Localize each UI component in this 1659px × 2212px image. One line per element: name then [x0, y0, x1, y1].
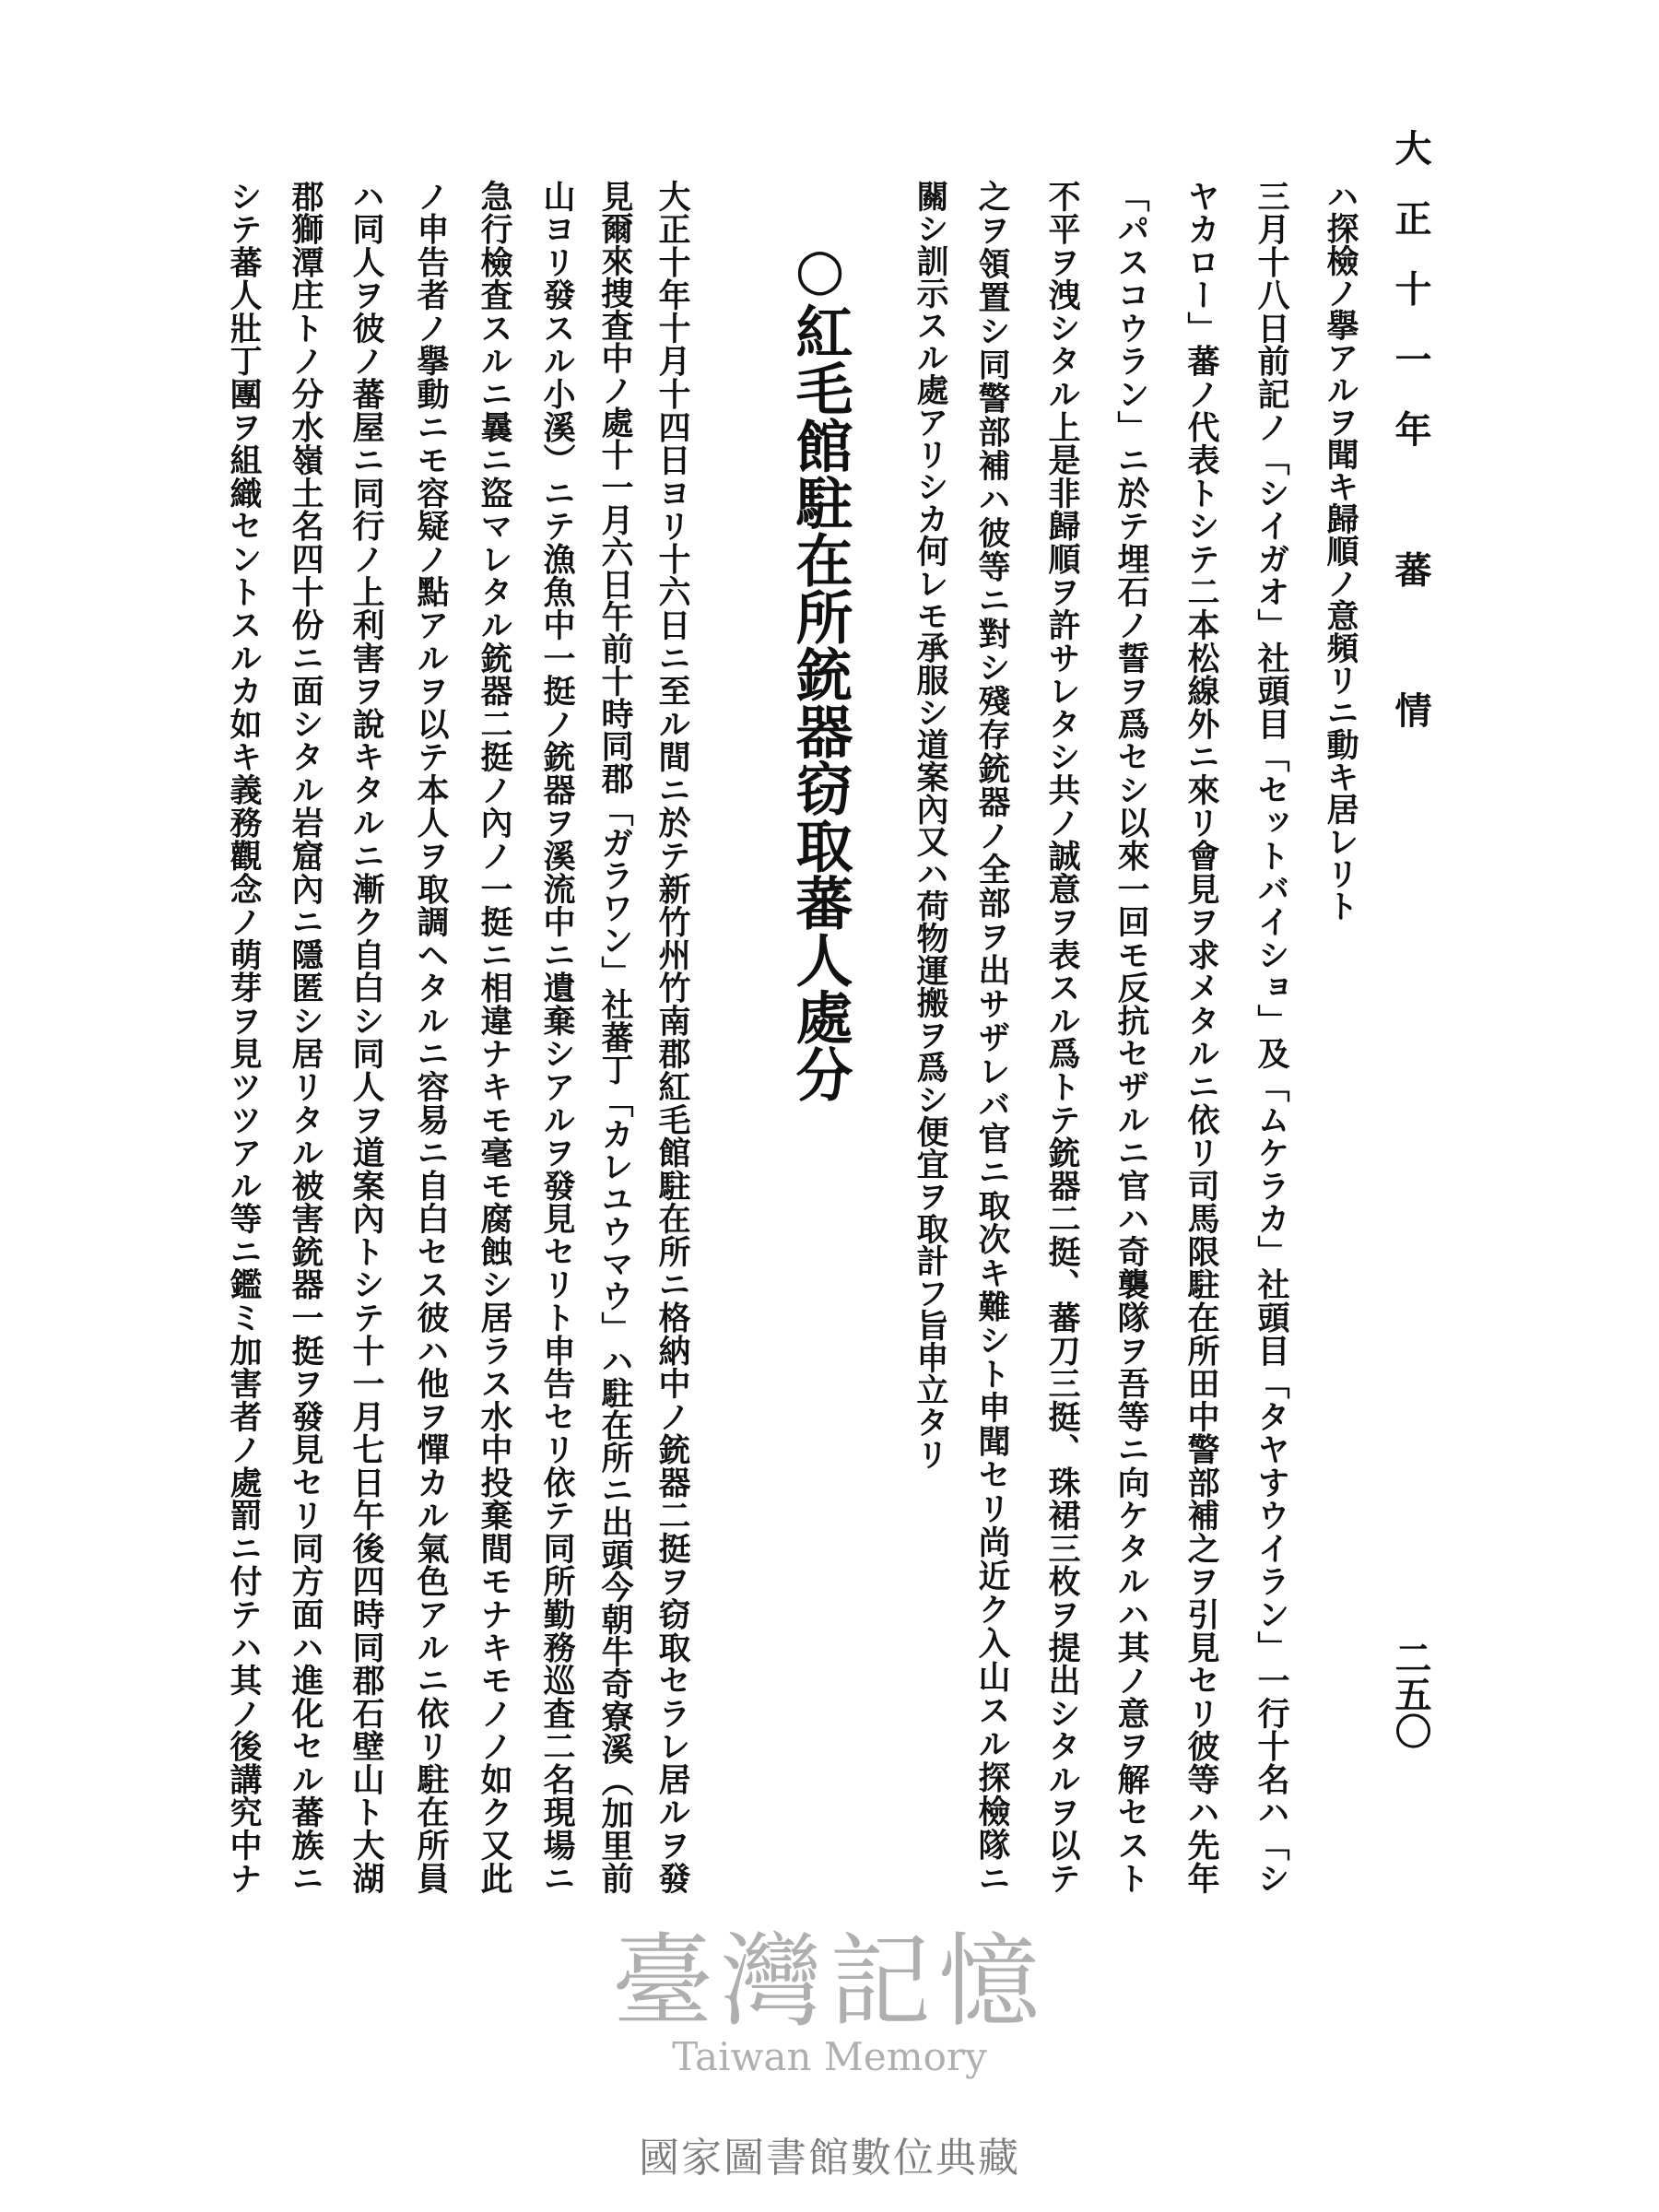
text-column: ハ同人ヲ彼ノ蕃屋ニ同行ノ上利害ヲ說キタルニ漸ク自白シ同人ヲ道案內トシテ十一月七日午後四時同郡石壁山ト大湖	[347, 180, 385, 1894]
watermark-chinese: 臺灣記憶	[612, 1923, 1047, 2041]
text-column: 見爾來捜査中ノ處十一月六日午前十時同郡「ガラワン」社蕃丁「カレユウマウ」ハ駐在所ニ出頭今朝牛奇寮溪（加里前	[596, 180, 634, 1894]
page-number: 二五〇	[1389, 1639, 1432, 1749]
watermark-logo	[0, 1923, 1659, 2079]
text-column: 「パスコウラン」ニ於テ埋石ノ誓ヲ爲セシ以來一回モ反抗セザルニ官ハ奇襲隊ヲ吾等ニ向ケタルハ其ノ意ヲ解セスト	[1112, 180, 1150, 1894]
text-column: 大正十年十月十四日ヨリ十六日ニ至ル間ニ於テ新竹州竹南郡紅毛館駐在所ニ格納中ノ銃器二挺ヲ窃取セラレ居ルヲ發	[653, 180, 691, 1894]
footer-credit: 國家圖書館數位典藏	[639, 2135, 1020, 2182]
text-column: 山ヨリ發スル小溪）ニテ漁魚中一挺ノ銃器ヲ溪流中ニ遺棄シアルヲ發見セリト申告セリ依テ同所勤務巡査二名現場ニ	[538, 180, 576, 1894]
text-column: 之ヲ領置シ同警部補ハ彼等ニ對シ殘存銃器ノ全部ヲ出サザレバ官ニ取次キ難シト申聞セリ尚近ク入山スル探檢隊ニ	[973, 180, 1011, 1894]
text-column: 不平ヲ洩シタル上是非歸順ヲ許サレタシ共ノ誠意ヲ表スル爲トテ銃器二挺、蕃刀三挺、珠裙三枚ヲ提出シタルヲ以テ	[1043, 180, 1081, 1894]
text-column: ヤカロー」蕃ノ代表トシテ二本松線外ニ來リ會見ヲ求メタルニ依リ司馬限駐在所田中警部補之ヲ引見セリ彼等ハ先年	[1182, 180, 1220, 1894]
text-column: ノ申告者ノ擧動ニモ容疑ノ點アルヲ以テ本人ヲ取調ヘタルニ容易ニ自白セス彼ハ他ヲ憚カル氣色アルニ依リ駐在所員	[412, 180, 450, 1894]
text-column: 三月十八日前記ノ「シイガオ」社頭目「セットバイショ」及「ムケラカ」社頭目「タヤすウイラン」一行十名ハ「シ	[1253, 180, 1290, 1894]
text-column: 關シ訓示スル處アリシカ何レモ承服シ道案內又ハ荷物運搬ヲ爲シ便宜ヲ取計フ旨申立タリ	[912, 180, 949, 1470]
text-column: ハ探檢ノ擧アルヲ聞キ歸順ノ意頻リニ動キ居レリト	[1322, 180, 1359, 922]
text-column: 急行檢査スルニ曩ニ盜マレタル銃器二挺ノ內ノ一挺ニ相違ナキモ毫モ腐蝕シ居ラス水中投棄間モナキモノノ如ク又此	[476, 180, 513, 1894]
watermark-english: Taiwan Memory	[672, 2034, 987, 2079]
section-heading: ○紅毛館駐在所銃器窃取蕃人處分	[786, 235, 853, 1102]
text-column: シテ蕃人壯丁團ヲ組織セントスルカ如キ義務觀念ノ萌芽ヲ見ツツアル等ニ鑑ミ加害者ノ處罰ニ付テハ其ノ後講究中ナ	[225, 180, 263, 1894]
text-column: 郡獅潭庄トノ分水嶺土名四十份ニ面シタル岩窟內ニ隱匿シ居リタル被害銃器一挺ヲ發見セリ同方面ハ進化セル蕃族ニ	[287, 180, 324, 1894]
running-header: 大正十一年 蕃 情	[1389, 129, 1432, 728]
